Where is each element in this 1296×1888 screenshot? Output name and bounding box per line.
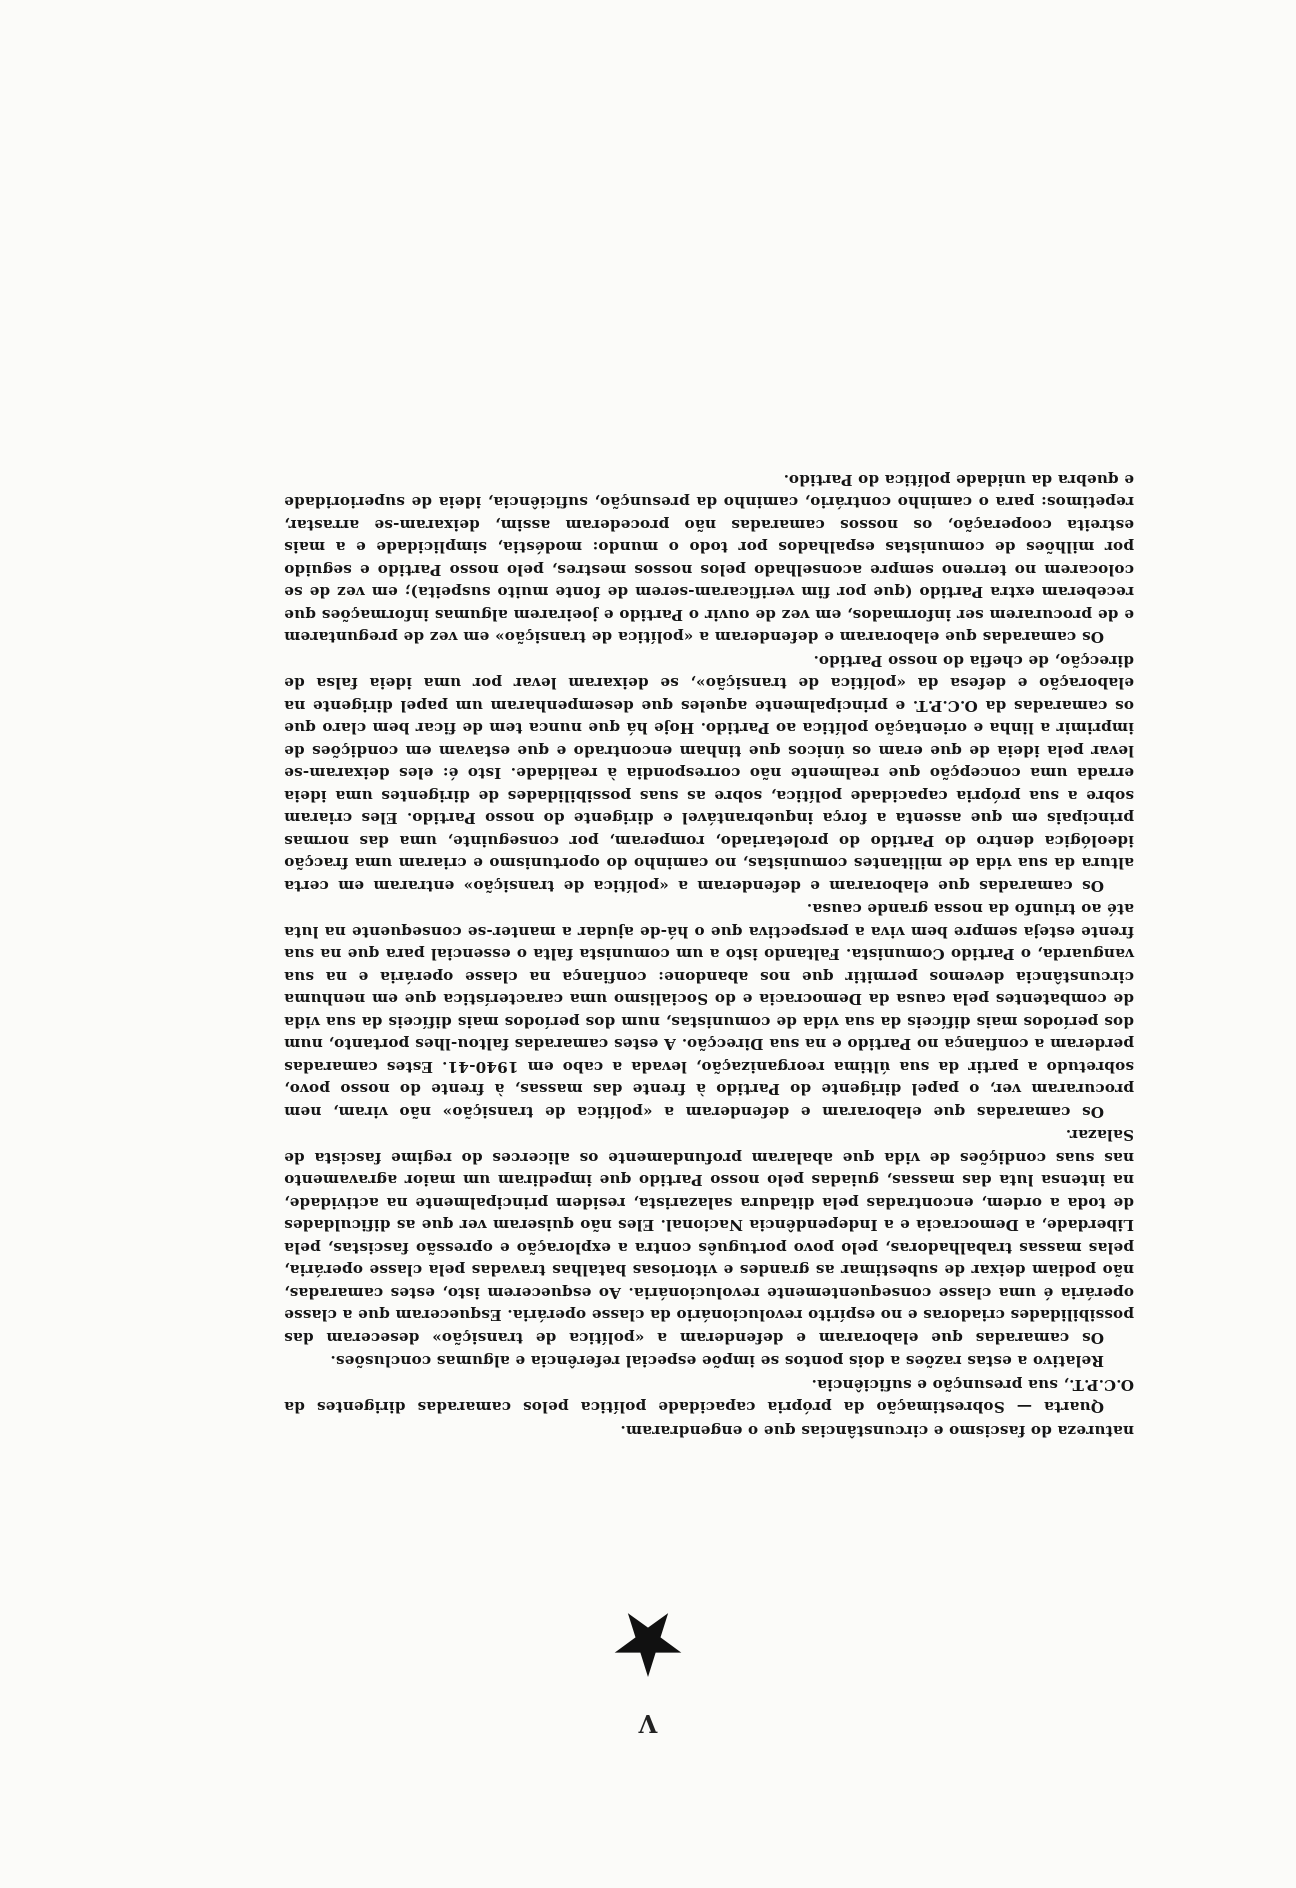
- paragraph: natureza do fascismo e circunstâncias que o engendraram.: [620, 1422, 1134, 1440]
- paragraph: Os camaradas que elaboraram e defenderam a «política de transição» entraram em certa altura da sua vida de militantes comunistas, no caminho do oportunismo e criaram uma fracção ideológica dentro do Partido do proletariado, romperam, por conseguinte, uma das normas principais em que assenta a força inquebrantável e dirigente do nosso Partido. Eles criaram sobre a sua própria capacidade política, sobre as suas possibilidades de dirigentes uma ideia errada uma concepção que realmente não correspondia à realidade. Isto é: eles deixaram-se levar pela ideia de que eram os únicos que tinham encontrado e que estavam em condições de imprimir a linha e orientação política ao Partido. Hoje há que nunca tem de ficar bem claro que os camaradas da O.C.P.T. e principalmente aqueles que desempenharam um papel dirigente na elaboração e defesa da «política de transição», se deixaram levar por uma ideia falsa de direcção, de chefia do nosso Partido.: [284, 652, 1134, 895]
- paragraph: Os camaradas que elaboraram e defenderam a «política de transição» deseceram das possibilidades criadoras e no espírito revolucionário da classe operária. Esqueceram que a classe operária é uma classe consequentemente revolucionária. Ao esquecerem isto, estes camaradas, não podiam deixar de subestimar as grandes e vitoriosas batalhas travadas pela classe operária, pelas massas trabalhadoras, pelo povo português contra a exploração e opressão fascistas, pela Liberdade, a Democracia e a Independência Nacional. Eles não quiseram ver que as dificuldades de toda a ordem, encontradas pela ditadura salazarista, residem principalmente na actividade, na intensa luta das massas, guiadas pelo nosso Partido que impediram um maior agravamento nas suas condições de vida que abalaram profundamente os alicerces do regime fascista de Salazar.: [284, 1126, 1134, 1347]
- page-letter: V: [638, 1709, 658, 1738]
- star-ornament: [0, 1606, 1296, 1677]
- body-text: [284, 468, 1134, 1443]
- paragraph: Os camaradas que elaboraram e defenderam a «política de transição» em vez de preguntarem e de procurarem ser informados, em vez de ouvir o Partido e joeirarem algumas informações que receberam extra Partido (que por fim verificaram-serem de fonte muito suspeita); em vez de se colocarem no terreno sempre aconselhado pelos nossos mestres, pelo nosso Partido e seguido por milhões de comunistas espalhados por todo o mundo: modéstia, simplicidade e a mais estreita cooperação, os nossos camaradas não procederam assim, deixaram-se arrastar, repetimos: para o caminho contrário, caminho da presunção, suficiência, ideia de superioridade e quebra da unidade política do Partido.: [284, 471, 1134, 647]
- paragraph: Quarta — Sobrestimação da própria capacidade política pelos camaradas dirigentes da O.C.P.T., sua presunção e suficiência.: [284, 1376, 1134, 1417]
- paragraph: Relativo a estas razões a dois pontos se impõe especial referência e algumas conclusões.: [330, 1352, 1104, 1371]
- star-icon: [613, 1611, 683, 1677]
- paragraph: Os camaradas que elaboraram e defenderam a «política de transição» não viram, nem procuraram ver, o papel dirigente do Partido à frente das massas, à frente do nosso povo, sobretudo a partir da sua última reorganização, levada a cabo em 1940-41. Estes camaradas perderam a confiança no Partido e na sua Direcção. A estes camaradas faltou-lhes portanto, num dos períodos mais difíceis da sua vida de comunistas, num dos períodos mais difíceis da sua vida de combatentes pela causa da Democracia e do Socialismo uma característica que em nenhuma circunstância devemos permitir que nos abandone: confiança na classe operária e na sua vanguarda, o Partido Comunista. Faltando isto a um comunista falta o essencial para que na sua frente esteja sempre bem viva a perspectiva que o há-de ajudar a manter-se consequente na luta até ao triunfo da nossa grande causa.: [284, 900, 1134, 1121]
